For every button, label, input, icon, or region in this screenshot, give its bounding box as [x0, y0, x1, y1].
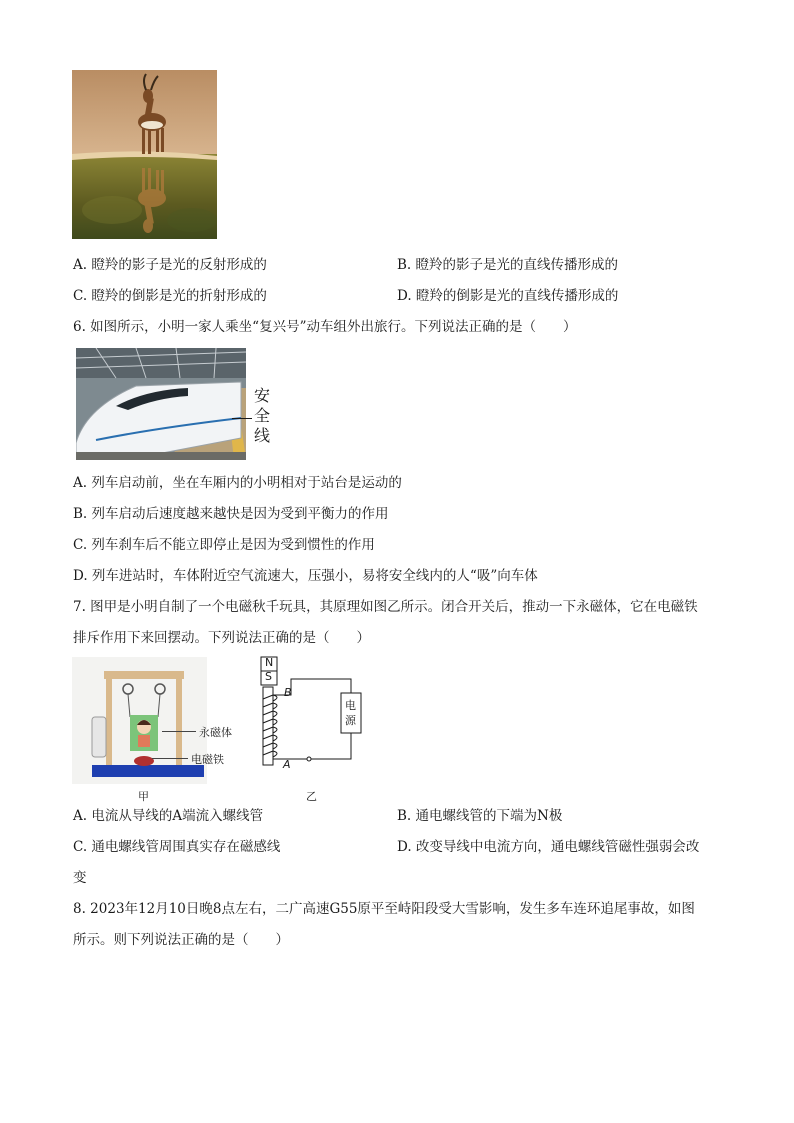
q8-stem-line1: 8. 2023年12月10日晚8点左右，二广高速G55原平至峙阳段受大雪影响，发生多车连环追尾事故，如图	[73, 901, 695, 917]
q6-option-b: B. 列车启动后速度越来越快是因为受到平衡力的作用	[73, 506, 389, 522]
q8-stem-line2: 所示。则下列说法正确的是（ ）	[73, 932, 289, 948]
q6-option-c: C. 列车刹车后不能立即停止是因为受到惯性的作用	[73, 537, 375, 553]
train-photo	[76, 348, 246, 460]
q7-option-a: A. 电流从导线的A端流入螺线管	[73, 808, 264, 824]
q7-option-d-continued: 变	[73, 870, 87, 886]
caption-jia: 甲	[138, 790, 149, 803]
q7-stem-line2: 排斥作用下来回摆动。下列说法正确的是（ ）	[73, 630, 370, 646]
q5-option-b: B. 瞪羚的影子是光的直线传播形成的	[397, 257, 619, 273]
terminal-a-label: A	[283, 758, 291, 771]
q5-option-d: D. 瞪羚的倒影是光的直线传播形成的	[397, 288, 619, 304]
q7-option-c: C. 通电螺线管周围真实存在磁感线	[73, 839, 281, 855]
terminal-b-label: B	[284, 686, 292, 699]
gazelle-photo	[72, 70, 217, 239]
pole-s-label: S	[265, 670, 272, 683]
pole-n-label: N	[265, 656, 274, 669]
safety-line-pointer	[232, 418, 252, 419]
q6-option-d: D. 列车进站时，车体附近空气流速大，压强小，易将安全线内的人“吸”向车体	[73, 568, 538, 584]
q6-stem: 6. 如图所示，小明一家人乘坐“复兴号”动车组外出旅行。下列说法正确的是（ ）	[73, 319, 577, 335]
q7-option-d: D. 改变导线中电流方向，通电螺线管磁性强弱会改	[397, 839, 700, 855]
q7-stem-line1: 7. 图甲是小明自制了一个电磁秋千玩具，其原理如图乙所示。闭合开关后，推动一下永磁体，它在电磁铁	[73, 599, 698, 615]
q7-option-b: B. 通电螺线管的下端为N极	[397, 808, 563, 824]
electromagnet-pointer	[152, 758, 188, 759]
q5-option-a: A. 瞪羚的影子是光的反射形成的	[73, 257, 267, 273]
label-electromagnet: 电磁铁	[191, 753, 224, 766]
q5-option-c: C. 瞪羚的倒影是光的折射形成的	[73, 288, 267, 304]
label-permanent-magnet: 永磁体	[199, 726, 232, 739]
power-label-2: 源	[345, 714, 356, 727]
caption-yi: 乙	[306, 790, 317, 803]
power-label-1: 电	[345, 699, 356, 712]
safety-line-label: 安 全 线	[254, 386, 271, 445]
q6-option-a: A. 列车启动前，坐在车厢内的小明相对于站台是运动的	[73, 475, 402, 491]
magnet-pointer	[162, 731, 196, 732]
swing-toy-photo	[72, 657, 207, 784]
